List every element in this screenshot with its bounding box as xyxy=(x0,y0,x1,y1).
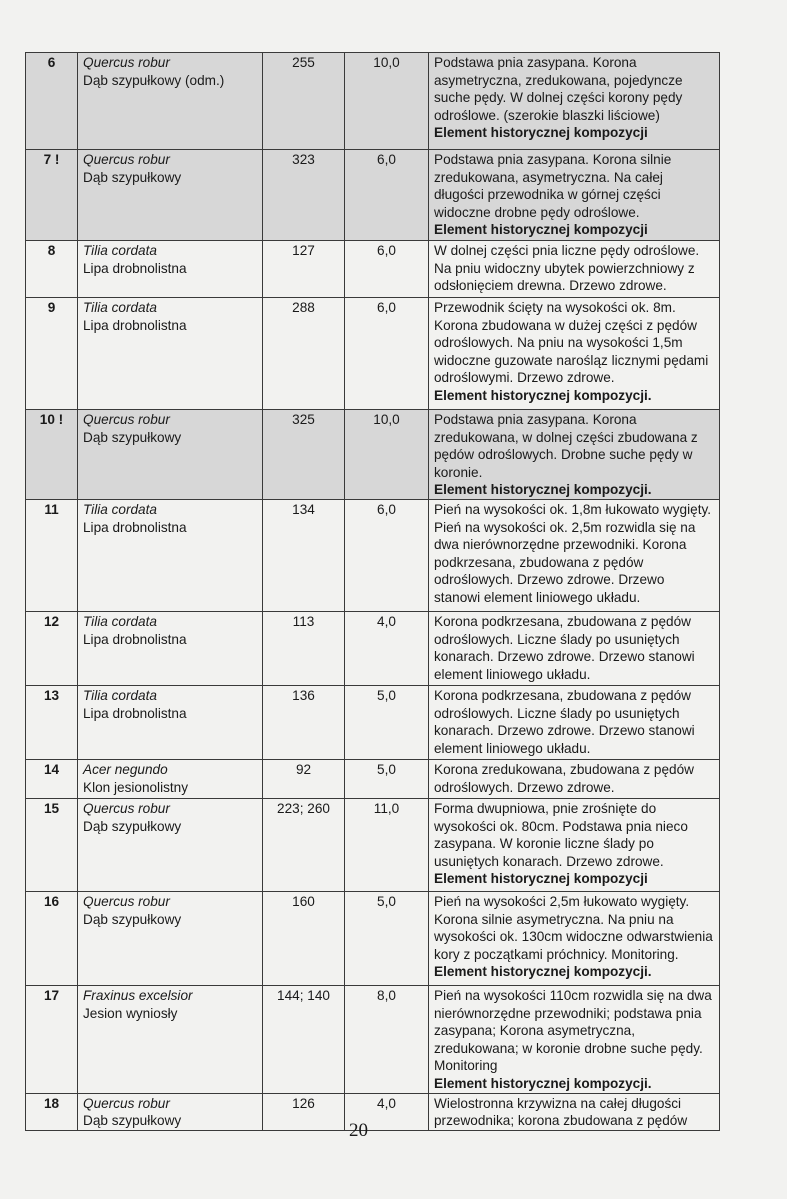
polish-name: Lipa drobnolistna xyxy=(83,705,187,721)
description-cell xyxy=(429,298,720,410)
table-row xyxy=(26,53,720,150)
species-cell xyxy=(78,298,263,410)
species-cell xyxy=(78,798,263,891)
height-cell: 10,0 xyxy=(345,410,429,500)
description-cell xyxy=(429,410,720,500)
description-text: W dolnej części pnia liczne pędy odroślowe. Na pniu widoczny ubytek powierzchniowy z odsłonięciem drewna. Drzewo zdrowe. xyxy=(434,243,700,294)
circumference-cell: 127 xyxy=(263,241,345,298)
height-cell: 4,0 xyxy=(345,611,429,685)
latin-name: Tilia cordata xyxy=(83,243,157,258)
polish-name: Dąb szypułkowy xyxy=(83,1113,182,1129)
height-cell: 6,0 xyxy=(345,298,429,410)
tree-inventory-table xyxy=(25,52,720,1131)
page-number: 20 xyxy=(349,1120,368,1141)
species-cell xyxy=(78,499,263,611)
description-cell xyxy=(429,685,720,759)
composition-note: Element historycznej kompozycji xyxy=(434,222,648,238)
species-cell xyxy=(78,685,263,759)
description-text: Korona zredukowana, zbudowana z pędów odroślowych. Drzewo zdrowe. xyxy=(434,761,694,795)
circumference-cell: 126 xyxy=(263,1093,345,1130)
latin-name: Tilia cordata xyxy=(83,300,157,315)
tree-number: 12 xyxy=(26,611,78,685)
tree-number: 18 xyxy=(26,1093,78,1130)
circumference-cell: 92 xyxy=(263,759,345,798)
height-cell: 5,0 xyxy=(345,759,429,798)
polish-name: Lipa drobnolistna xyxy=(83,260,187,276)
table-row xyxy=(26,759,720,798)
tree-number: 10 ! xyxy=(26,410,78,500)
table-body xyxy=(26,53,720,1131)
species-cell xyxy=(78,150,263,241)
species-cell xyxy=(78,759,263,798)
polish-name: Dąb szypułkowy xyxy=(83,429,182,445)
species-cell xyxy=(78,891,263,985)
table-row xyxy=(26,891,720,985)
circumference-cell: 255 xyxy=(263,53,345,150)
composition-note: Element historycznej kompozycji. xyxy=(434,1075,652,1091)
description-cell xyxy=(429,985,720,1093)
description-text: Korona podkrzesana, zbudowana z pędów odroślowych. Liczne ślady po usuniętych konarach. Drzewo zdrowe. Drzewo stanowi element liniowego układu. xyxy=(434,613,695,682)
table-row xyxy=(26,410,720,500)
latin-name: Tilia cordata xyxy=(83,501,157,517)
height-cell: 8,0 xyxy=(345,985,429,1093)
description-text: Wielostronna krzywizna na całej długości przewodnika; korona zbudowana z pędów xyxy=(434,1095,688,1129)
polish-name: Dąb szypułkowy xyxy=(83,818,182,834)
circumference-cell: 223; 260 xyxy=(263,798,345,891)
description-cell xyxy=(429,53,720,150)
table-row xyxy=(26,798,720,891)
circumference-cell: 113 xyxy=(263,611,345,685)
circumference-cell: 136 xyxy=(263,685,345,759)
polish-name: Dąb szypułkowy (odm.) xyxy=(83,72,225,88)
description-cell xyxy=(429,241,720,298)
description-cell xyxy=(429,150,720,241)
description-text: Korona podkrzesana, zbudowana z pędów odroślowych. Liczne ślady po usuniętych konarach. Drzewo zdrowe. Drzewo stanowi element liniowego układu. xyxy=(434,687,695,756)
height-cell: 4,0 xyxy=(345,1093,429,1130)
tree-number: 13 xyxy=(26,685,78,759)
description-cell xyxy=(429,499,720,611)
height-cell: 6,0 xyxy=(345,150,429,241)
polish-name: Dąb szypułkowy xyxy=(83,911,182,927)
species-cell xyxy=(78,611,263,685)
latin-name: Tilia cordata xyxy=(83,687,157,703)
tree-number: 6 xyxy=(26,53,78,150)
circumference-cell: 325 xyxy=(263,410,345,500)
height-cell: 5,0 xyxy=(345,685,429,759)
tree-number: 9 xyxy=(26,298,78,410)
latin-name: Quercus robur xyxy=(83,800,170,816)
circumference-cell: 323 xyxy=(263,150,345,241)
description-text: Podstawa pnia zasypana. Korona asymetryczna, zredukowana, pojedyncze suche pędy. W dolnej części korony pędy odroślowe. (szerokie blaszki liściowe) xyxy=(434,55,683,123)
description-text: Podstawa pnia zasypana. Korona zredukowana, w dolnej części zbudowana z pędów odroślowych. Drobne suche pędy w koronie. xyxy=(434,412,698,480)
height-cell: 6,0 xyxy=(345,499,429,611)
tree-number: 15 xyxy=(26,798,78,891)
height-cell: 10,0 xyxy=(345,53,429,150)
circumference-cell: 144; 140 xyxy=(263,985,345,1093)
table-row xyxy=(26,985,720,1093)
polish-name: Lipa drobnolistna xyxy=(83,631,187,647)
composition-note: Element historycznej kompozycji. xyxy=(434,482,652,498)
polish-name: Klon jesionolistny xyxy=(83,779,189,795)
tree-number: 17 xyxy=(26,985,78,1093)
polish-name: Lipa drobnolistna xyxy=(83,519,187,535)
latin-name: Acer negundo xyxy=(83,761,168,777)
latin-name: Quercus robur xyxy=(83,152,170,167)
table-row xyxy=(26,150,720,241)
tree-number: 16 xyxy=(26,891,78,985)
latin-name: Fraxinus excelsior xyxy=(83,987,193,1003)
table-row xyxy=(26,685,720,759)
tree-number: 11 xyxy=(26,499,78,611)
species-cell xyxy=(78,241,263,298)
latin-name: Quercus robur xyxy=(83,1095,170,1111)
description-text: Pień na wysokości 2,5m łukowato wygięty. Korona silnie asymetryczna. Na pniu na wysokości ok. 130cm widoczne odwarstwienia kory z początkami próchnicy. Monitoring. xyxy=(434,893,713,962)
composition-note: Element historycznej kompozycji. xyxy=(434,387,652,403)
latin-name: Tilia cordata xyxy=(83,613,157,629)
tree-number: 7 ! xyxy=(26,150,78,241)
description-text: Pień na wysokości ok. 1,8m łukowato wygięty. Pień na wysokości ok. 2,5m rozwidla się na dwa nierównorzędne przewodniki. Korona podkrzesana, zbudowana z pędów odroślowych. Drzewo zdrowe. Drzewo stanowi element liniowego układu. xyxy=(434,501,712,605)
description-text: Pień na wysokości 110cm rozwidla się na dwa nierównorzędne przewodniki; podstawa pnia zasypana; Korona asymetryczna, zredukowana; w koronie drobne suche pędy. Monitoring xyxy=(434,987,712,1074)
composition-note: Element historycznej kompozycji xyxy=(434,871,648,887)
latin-name: Quercus robur xyxy=(83,55,170,70)
tree-number: 8 xyxy=(26,241,78,298)
species-cell xyxy=(78,410,263,500)
composition-note: Element historycznej kompozycji xyxy=(434,125,648,141)
polish-name: Dąb szypułkowy xyxy=(83,169,182,185)
description-text: Forma dwupniowa, pnie zrośnięte do wysokości ok. 80cm. Podstawa pnia nieco zasypana. W koronie liczne ślady po usuniętych konarach. Drzewo zdrowe. xyxy=(434,800,688,869)
table-row xyxy=(26,241,720,298)
description-cell xyxy=(429,798,720,891)
latin-name: Quercus robur xyxy=(83,412,170,427)
polish-name: Jesion wyniosły xyxy=(83,1005,178,1021)
height-cell: 11,0 xyxy=(345,798,429,891)
table-row xyxy=(26,499,720,611)
description-text: Przewodnik ścięty na wysokości ok. 8m. Korona zbudowana w dużej części z pędów odroślowych. Na pniu na wysokości 1,5m widoczne guzowate narośląz licznymi pędami odroślowymi. Drzewo zdrowe. xyxy=(434,300,709,386)
latin-name: Quercus robur xyxy=(83,893,170,909)
circumference-cell: 134 xyxy=(263,499,345,611)
height-cell: 6,0 xyxy=(345,241,429,298)
table-row xyxy=(26,611,720,685)
polish-name: Lipa drobnolistna xyxy=(83,317,187,333)
description-cell xyxy=(429,611,720,685)
species-cell xyxy=(78,53,263,150)
circumference-cell: 160 xyxy=(263,891,345,985)
species-cell xyxy=(78,985,263,1093)
circumference-cell: 288 xyxy=(263,298,345,410)
tree-number: 14 xyxy=(26,759,78,798)
height-cell: 5,0 xyxy=(345,891,429,985)
composition-note: Element historycznej kompozycji. xyxy=(434,964,652,980)
description-text: Podstawa pnia zasypana. Korona silnie zredukowana, asymetryczna. Na całej długości przewodnika w górnej części widoczne drobne pędy odroślowe. xyxy=(434,152,672,220)
description-cell xyxy=(429,891,720,985)
table-row xyxy=(26,298,720,410)
description-cell xyxy=(429,759,720,798)
